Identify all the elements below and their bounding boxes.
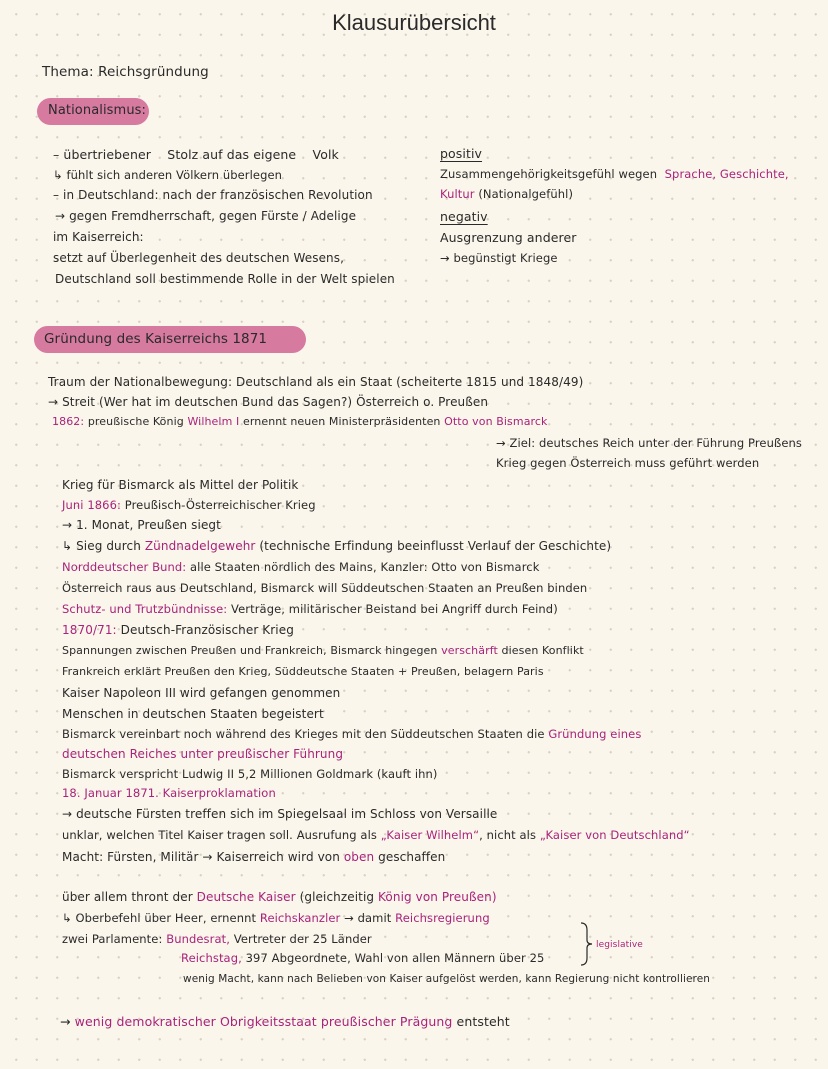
negative-heading: negativ: [440, 209, 488, 224]
text-line: über allem thront der Deutsche Kaiser (gleichzeitig König von Preußen): [62, 890, 497, 904]
text-line: Kultur (Nationalgefühl): [440, 187, 574, 201]
text-line: → 1. Monat, Preußen siegt: [62, 518, 221, 532]
text-line: Krieg für Bismarck als Mittel der Politik: [62, 478, 299, 492]
curly-brace-icon: [579, 922, 593, 966]
text-line: 18. Januar 1871. Kaiserproklamation: [62, 786, 276, 800]
text-line: deutschen Reiches unter preußischer Führung: [62, 747, 344, 761]
text-line: Juni 1866: Preußisch-Österreichischer Krieg: [62, 498, 316, 512]
text-line: → gegen Fremdherrschaft, gegen Fürste / Adelige: [55, 209, 357, 223]
text-line: → Ziel: deutsches Reich unter der Führung Preußens: [496, 436, 802, 450]
text-line: 1862: preußische König Wilhelm I ernennt neuen Ministerpräsidenten Otto von Bismarck: [52, 415, 548, 428]
text-line: Schutz- und Trutzbündnisse: Verträge, militärischer Beistand bei Angriff durch Feind): [62, 602, 558, 616]
text-line: Kaiser Napoleon III wird gefangen genommen: [62, 686, 341, 700]
legislative-label: legislative: [596, 940, 643, 950]
text-line: – in Deutschland: nach der französischen Revolution: [53, 188, 373, 202]
section-heading-gruendung: Gründung des Kaiserreichs 1871: [44, 331, 268, 347]
text-line: Reichstag, 397 Abgeordnete, Wahl von allen Männern über 25: [181, 951, 545, 965]
text-line: Macht: Fürsten, Militär → Kaiserreich wird von oben geschaffen: [62, 850, 446, 864]
text-line: Österreich raus aus Deutschland, Bismarck will Süddeutschen Staaten an Preußen binden: [62, 581, 588, 595]
positive-heading: positiv: [440, 146, 483, 161]
text-line: Norddeutscher Bund: alle Staaten nördlich des Mains, Kanzler: Otto von Bismarck: [62, 560, 540, 574]
text-line: → deutsche Fürsten treffen sich im Spiegelsaal im Schloss von Versaille: [62, 807, 498, 821]
text-line: ↳ Oberbefehl über Heer, ernennt Reichskanzler → damit Reichsregierung: [62, 911, 490, 925]
text-line: → Streit (Wer hat im deutschen Bund das Sagen?) Österreich o. Preußen: [48, 395, 489, 409]
text-line: ↳ Sieg durch Zündnadelgewehr (technische Erfindung beeinflusst Verlauf der Geschichte): [62, 539, 612, 553]
section-heading-nationalismus: Nationalismus:: [48, 103, 147, 118]
topic-label: Thema: Reichsgründung: [42, 64, 209, 80]
text-line: Frankreich erklärt Preußen den Krieg, Süddeutsche Staaten + Preußen, belagern Paris: [62, 665, 544, 678]
text-line: unklar, welchen Titel Kaiser tragen soll. Ausrufung als „Kaiser Wilhelm“, nicht als „Kaiser von Deutschland“: [62, 828, 690, 842]
text-line: Menschen in deutschen Staaten begeistert: [62, 707, 324, 721]
text-line: ↳ fühlt sich anderen Völkern überlegen: [53, 168, 283, 182]
text-line: im Kaiserreich:: [53, 230, 144, 244]
text-line: Bismarck verspricht Ludwig II 5,2 Millionen Goldmark (kauft ihn): [62, 767, 438, 781]
text-line: Traum der Nationalbewegung: Deutschland als ein Staat (scheiterte 1815 und 1848/49): [48, 375, 584, 389]
text-line: 1870/71: Deutsch-Französischer Krieg: [62, 623, 294, 637]
text-line: Bismarck vereinbart noch während des Krieges mit den Süddeutschen Staaten die Gründung eines: [62, 727, 642, 741]
text-line: Zusammengehörigkeitsgefühl wegen Sprache, Geschichte,: [440, 167, 789, 181]
text-line: Krieg gegen Österreich muss geführt werden: [496, 456, 760, 470]
text-line: Ausgrenzung anderer: [440, 230, 577, 245]
text-line: – übertriebener Stolz auf das eigene Volk: [53, 147, 339, 162]
page-title: Klausurübersicht: [332, 10, 496, 35]
text-line: Deutschland soll bestimmende Rolle in der Welt spielen: [55, 272, 395, 286]
text-line: Spannungen zwischen Preußen und Frankreich, Bismarck hingegen verschärft diesen Konflikt: [62, 644, 584, 657]
text-line: setzt auf Überlegenheit des deutschen Wesens,: [53, 251, 345, 265]
text-line: → begünstigt Kriege: [440, 251, 558, 265]
text-line: zwei Parlamente: Bundesrat, Vertreter der 25 Länder: [62, 932, 372, 946]
text-line: → wenig demokratischer Obrigkeitsstaat preußischer Prägung entsteht: [60, 1014, 510, 1029]
text-line: wenig Macht, kann nach Belieben von Kaiser aufgelöst werden, kann Regierung nicht kontrollieren: [183, 973, 711, 985]
